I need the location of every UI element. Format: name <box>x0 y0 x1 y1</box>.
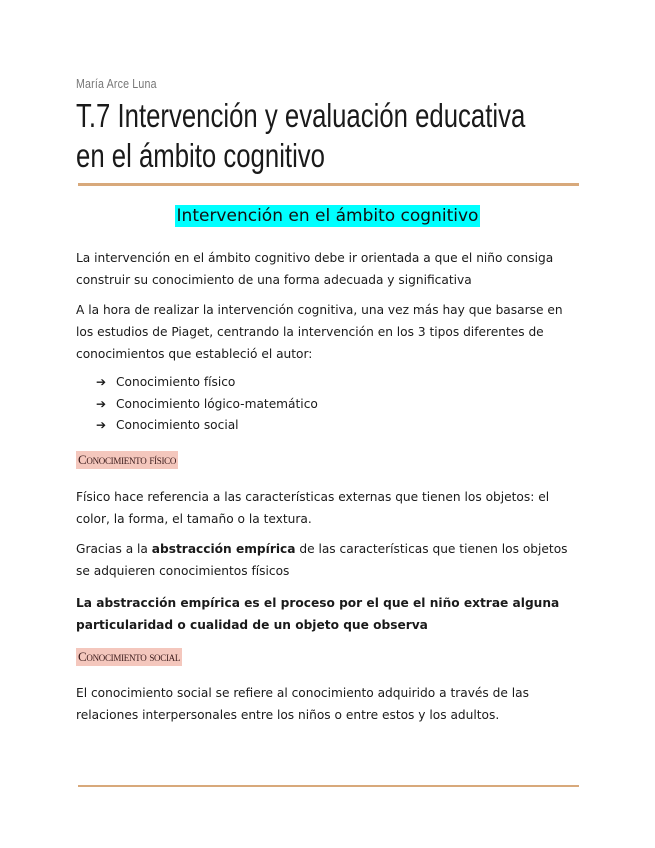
arrow-icon: ➔ <box>96 418 107 432</box>
list-item: ➔ Conocimiento social <box>96 415 318 437</box>
page-title: T.7 Intervención y evaluación educativa en el ámbito cognitivo <box>76 97 526 174</box>
definition-paragraph: La abstracción empírica es el proceso por el que el niño extrae alguna particularidad o cualidad de un objeto que observa <box>76 596 560 632</box>
arrow-icon: ➔ <box>96 396 107 411</box>
author-name: María Arce Luna <box>76 76 157 91</box>
abstraccion-paragraph: Gracias a la abstracción empírica de las características que tienen los objetos se adquieren conocimientos físicos <box>76 542 568 578</box>
knowledge-types-list <box>96 372 318 437</box>
piaget-paragraph: A la hora de realizar la intervención cognitiva, una vez más hay que basarse en los estudios de Piaget, centrando la intervención en los 3 tipos diferentes de conocimientos que estableció el autor: <box>76 303 563 361</box>
social-paragraph: El conocimiento social se refiere al conocimiento adquirido a través de las relaciones interpersonales entre los niños o entre estos y los adultos. <box>76 686 529 722</box>
arrow-icon: ➔ <box>96 375 107 389</box>
section-heading <box>0 206 655 226</box>
subheading-fisico: Conocimiento físico <box>78 452 177 467</box>
subheading-social: Conocimiento social <box>78 649 181 664</box>
fisico-paragraph: Físico hace referencia a las características externas que tienen los objetos: el color, la forma, el tamaño o la textura. <box>76 490 550 526</box>
list-item: ➔ Conocimiento lógico-matemático <box>96 394 318 416</box>
footer-divider <box>78 785 579 787</box>
header-divider <box>78 183 579 186</box>
bold-term: abstracción empírica <box>151 542 296 556</box>
list-item: ➔ Conocimiento físico <box>96 372 318 394</box>
section-heading-text: Intervención en el ámbito cognitivo <box>176 206 479 226</box>
intro-paragraph: La intervención en el ámbito cognitivo debe ir orientada a que el niño consiga construir su conocimiento de una forma adecuada y significativa <box>76 251 554 287</box>
